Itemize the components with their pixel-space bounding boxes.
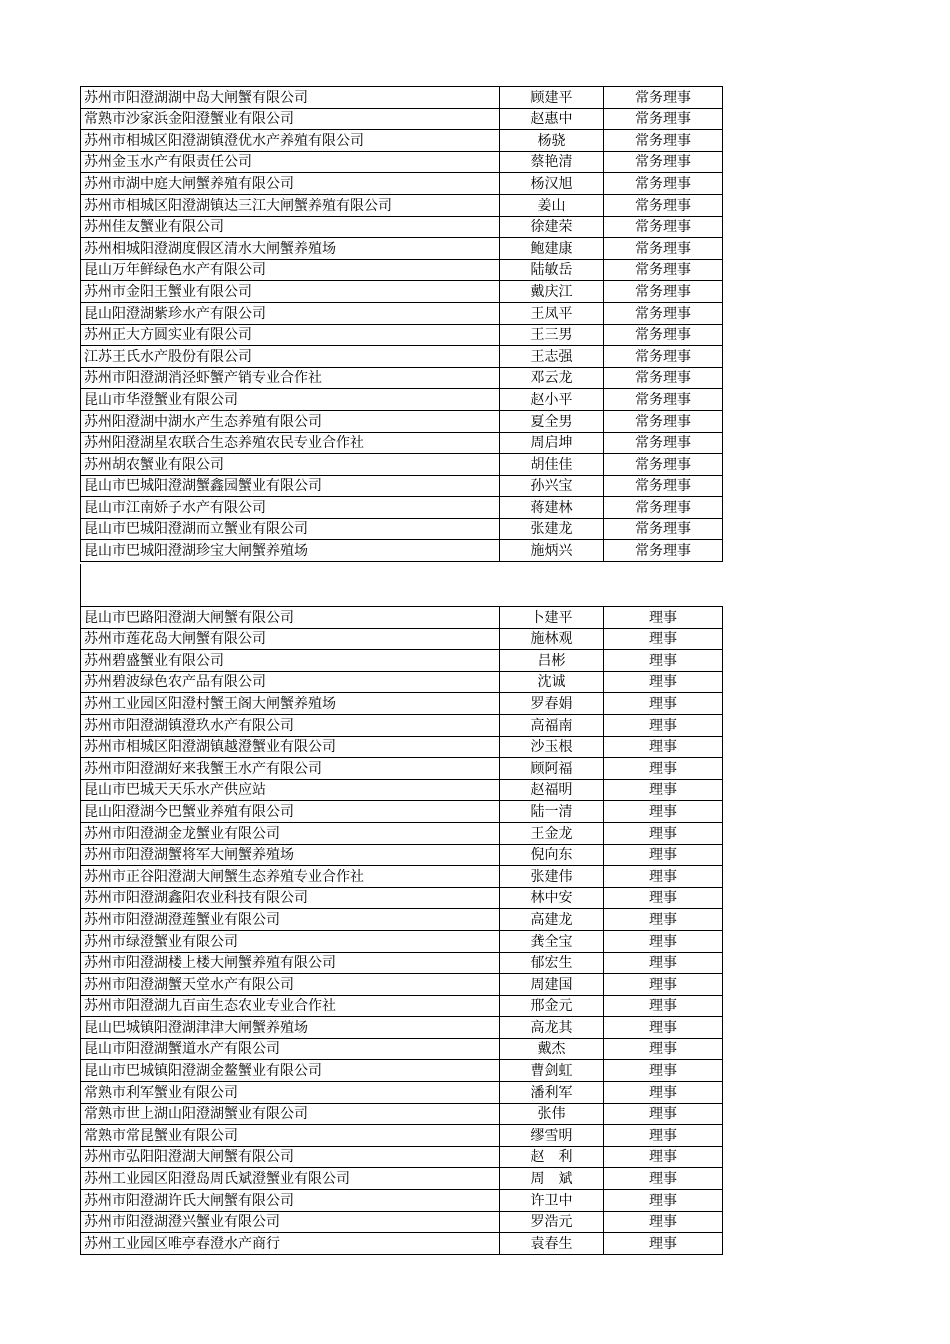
table-row — [81, 995, 723, 1017]
table-row — [81, 758, 723, 780]
company-cell: 昆山市阳澄湖蟹道水产有限公司 — [81, 1038, 500, 1060]
table-row — [81, 1060, 723, 1082]
person-cell: 赵福明 — [500, 779, 604, 801]
person-cell: 王三男 — [500, 324, 604, 346]
role-cell: 理事 — [604, 801, 723, 823]
role-cell: 理事 — [604, 1146, 723, 1168]
company-cell: 昆山市华澄蟹业有限公司 — [81, 389, 500, 411]
company-cell: 苏州正大方圆实业有限公司 — [81, 324, 500, 346]
table-row — [81, 87, 723, 109]
role-cell: 常务理事 — [604, 151, 723, 173]
table-row — [81, 454, 723, 476]
company-cell: 苏州金玉水产有限责任公司 — [81, 151, 500, 173]
company-cell: 昆山市巴城阳澄湖珍宝大闸蟹养殖场 — [81, 540, 500, 562]
role-cell: 理事 — [604, 1017, 723, 1039]
person-cell: 杨汉旭 — [500, 173, 604, 195]
person-cell: 邢金元 — [500, 995, 604, 1017]
role-cell: 理事 — [604, 974, 723, 996]
person-cell: 高建龙 — [500, 909, 604, 931]
company-cell: 苏州阳澄湖中湖水产生态养殖有限公司 — [81, 410, 500, 432]
role-cell: 理事 — [604, 822, 723, 844]
table-row — [81, 628, 723, 650]
role-cell: 理事 — [604, 671, 723, 693]
role-cell: 理事 — [604, 1168, 723, 1190]
company-cell: 苏州市阳澄湖鑫阳农业科技有限公司 — [81, 887, 500, 909]
role-cell: 理事 — [604, 844, 723, 866]
person-cell: 赵小平 — [500, 389, 604, 411]
role-cell: 常务理事 — [604, 475, 723, 497]
company-cell: 苏州市阳澄湖澄兴蟹业有限公司 — [81, 1211, 500, 1233]
person-cell: 周启坤 — [500, 432, 604, 454]
company-cell: 苏州相城阳澄湖度假区清水大闸蟹养殖场 — [81, 238, 500, 260]
company-cell: 常熟市世上湖山阳澄湖蟹业有限公司 — [81, 1103, 500, 1125]
role-cell: 常务理事 — [604, 238, 723, 260]
person-cell: 沈诚 — [500, 671, 604, 693]
person-cell: 张伟 — [500, 1103, 604, 1125]
company-cell: 苏州市阳澄湖湖中岛大闸蟹有限公司 — [81, 87, 500, 109]
company-cell: 苏州阳澄湖星农联合生态养殖农民专业合作社 — [81, 432, 500, 454]
table-row — [81, 930, 723, 952]
role-cell: 理事 — [604, 1233, 723, 1255]
company-cell: 苏州市阳澄湖九百亩生态农业专业合作社 — [81, 995, 500, 1017]
company-cell: 昆山市巴城阳澄湖蟹鑫园蟹业有限公司 — [81, 475, 500, 497]
person-cell: 施林观 — [500, 628, 604, 650]
role-cell: 常务理事 — [604, 194, 723, 216]
company-cell: 苏州市湖中庭大闸蟹养殖有限公司 — [81, 173, 500, 195]
company-cell: 苏州工业园区阳澄村蟹王阁大闸蟹养殖场 — [81, 693, 500, 715]
company-cell: 苏州市莲花岛大闸蟹有限公司 — [81, 628, 500, 650]
company-cell: 苏州市阳澄湖蟹将军大闸蟹养殖场 — [81, 844, 500, 866]
executive-directors-table — [80, 86, 722, 562]
table-row — [81, 607, 723, 629]
person-cell: 戴庆江 — [500, 281, 604, 303]
table-row — [81, 497, 723, 519]
role-cell: 理事 — [604, 866, 723, 888]
table-row — [81, 650, 723, 672]
role-cell: 常务理事 — [604, 367, 723, 389]
role-cell: 常务理事 — [604, 130, 723, 152]
person-cell: 王志强 — [500, 346, 604, 368]
person-cell: 施炳兴 — [500, 540, 604, 562]
role-cell: 理事 — [604, 779, 723, 801]
role-cell: 理事 — [604, 1190, 723, 1212]
table-row — [81, 346, 723, 368]
person-cell: 倪向东 — [500, 844, 604, 866]
person-cell: 周建国 — [500, 974, 604, 996]
directors-rows — [81, 607, 723, 1255]
person-cell: 许卫中 — [500, 1190, 604, 1212]
table-row — [81, 367, 723, 389]
table-row — [81, 302, 723, 324]
table-row — [81, 324, 723, 346]
role-cell: 理事 — [604, 930, 723, 952]
role-cell: 理事 — [604, 1060, 723, 1082]
table-row — [81, 952, 723, 974]
role-cell: 理事 — [604, 758, 723, 780]
table-row — [81, 1211, 723, 1233]
directors-table — [80, 606, 722, 1255]
role-cell: 理事 — [604, 995, 723, 1017]
role-cell: 理事 — [604, 1103, 723, 1125]
company-cell: 江苏王氏水产股份有限公司 — [81, 346, 500, 368]
company-cell: 苏州市弘阳阳澄湖大闸蟹有限公司 — [81, 1146, 500, 1168]
person-cell: 王金龙 — [500, 822, 604, 844]
company-cell: 昆山市巴路阳澄湖大闸蟹有限公司 — [81, 607, 500, 629]
table-row — [81, 238, 723, 260]
person-cell: 张建龙 — [500, 518, 604, 540]
company-cell: 苏州碧盛蟹业有限公司 — [81, 650, 500, 672]
person-cell: 周 斌 — [500, 1168, 604, 1190]
section-gap-border — [80, 564, 82, 606]
person-cell: 潘利军 — [500, 1082, 604, 1104]
person-cell: 胡佳佳 — [500, 454, 604, 476]
person-cell: 张建伟 — [500, 866, 604, 888]
table-row — [81, 1103, 723, 1125]
person-cell: 高龙其 — [500, 1017, 604, 1039]
role-cell: 理事 — [604, 1125, 723, 1147]
table-row — [81, 194, 723, 216]
person-cell: 顾阿福 — [500, 758, 604, 780]
company-cell: 昆山万年鲜绿色水产有限公司 — [81, 259, 500, 281]
table-row — [81, 693, 723, 715]
table-row — [81, 671, 723, 693]
company-cell: 苏州市阳澄湖澄莲蟹业有限公司 — [81, 909, 500, 931]
company-cell: 苏州市相城区阳澄湖镇达三江大闸蟹养殖有限公司 — [81, 194, 500, 216]
table-row — [81, 1125, 723, 1147]
company-cell: 苏州市正谷阳澄湖大闸蟹生态养殖专业合作社 — [81, 866, 500, 888]
table-row — [81, 736, 723, 758]
company-cell: 常熟市沙家浜金阳澄蟹业有限公司 — [81, 108, 500, 130]
company-cell: 昆山市巴城镇阳澄湖金鳌蟹业有限公司 — [81, 1060, 500, 1082]
role-cell: 常务理事 — [604, 259, 723, 281]
role-cell: 常务理事 — [604, 454, 723, 476]
role-cell: 常务理事 — [604, 410, 723, 432]
company-cell: 昆山阳澄湖今巴蟹业养殖有限公司 — [81, 801, 500, 823]
company-cell: 昆山市巴城阳澄湖而立蟹业有限公司 — [81, 518, 500, 540]
company-cell: 苏州工业园区唯亭春澄水产商行 — [81, 1233, 500, 1255]
role-cell: 常务理事 — [604, 108, 723, 130]
company-cell: 常熟市利军蟹业有限公司 — [81, 1082, 500, 1104]
person-cell: 夏全男 — [500, 410, 604, 432]
person-cell: 高福南 — [500, 714, 604, 736]
person-cell: 曹剑虹 — [500, 1060, 604, 1082]
table-row — [81, 1038, 723, 1060]
company-cell: 苏州工业园区阳澄岛周氏斌澄蟹业有限公司 — [81, 1168, 500, 1190]
table-row — [81, 108, 723, 130]
role-cell: 常务理事 — [604, 346, 723, 368]
role-cell: 常务理事 — [604, 389, 723, 411]
table-row — [81, 281, 723, 303]
person-cell: 顾建平 — [500, 87, 604, 109]
person-cell: 赵惠中 — [500, 108, 604, 130]
table-row — [81, 540, 723, 562]
role-cell: 常务理事 — [604, 173, 723, 195]
person-cell: 袁春生 — [500, 1233, 604, 1255]
role-cell: 理事 — [604, 628, 723, 650]
person-cell: 林中安 — [500, 887, 604, 909]
role-cell: 理事 — [604, 650, 723, 672]
person-cell: 徐建荣 — [500, 216, 604, 238]
person-cell: 蔡艳清 — [500, 151, 604, 173]
table-row — [81, 475, 723, 497]
table-row — [81, 974, 723, 996]
table-row — [81, 909, 723, 931]
role-cell: 理事 — [604, 909, 723, 931]
role-cell: 常务理事 — [604, 497, 723, 519]
role-cell: 理事 — [604, 1211, 723, 1233]
table-row — [81, 130, 723, 152]
company-cell: 苏州市阳澄湖楼上楼大闸蟹养殖有限公司 — [81, 952, 500, 974]
company-cell: 苏州市相城区阳澄湖镇越澄蟹业有限公司 — [81, 736, 500, 758]
person-cell: 卜建平 — [500, 607, 604, 629]
role-cell: 常务理事 — [604, 432, 723, 454]
person-cell: 沙玉根 — [500, 736, 604, 758]
company-cell: 苏州市阳澄湖许氏大闸蟹有限公司 — [81, 1190, 500, 1212]
company-cell: 苏州市金阳王蟹业有限公司 — [81, 281, 500, 303]
role-cell: 理事 — [604, 1038, 723, 1060]
table-row — [81, 1233, 723, 1255]
person-cell: 鲍建康 — [500, 238, 604, 260]
table-row — [81, 801, 723, 823]
table-row — [81, 216, 723, 238]
person-cell: 姜山 — [500, 194, 604, 216]
company-cell: 昆山阳澄湖紫珍水产有限公司 — [81, 302, 500, 324]
role-cell: 常务理事 — [604, 216, 723, 238]
role-cell: 理事 — [604, 714, 723, 736]
table-row — [81, 173, 723, 195]
table-row — [81, 151, 723, 173]
table-row — [81, 866, 723, 888]
person-cell: 蒋建林 — [500, 497, 604, 519]
role-cell: 常务理事 — [604, 540, 723, 562]
company-cell: 苏州胡农蟹业有限公司 — [81, 454, 500, 476]
company-cell: 苏州市绿澄蟹业有限公司 — [81, 930, 500, 952]
role-cell: 常务理事 — [604, 281, 723, 303]
role-cell: 理事 — [604, 607, 723, 629]
company-cell: 苏州市阳澄湖蟹天堂水产有限公司 — [81, 974, 500, 996]
person-cell: 戴杰 — [500, 1038, 604, 1060]
company-cell: 苏州市阳澄湖消泾虾蟹产销专业合作社 — [81, 367, 500, 389]
table-row — [81, 1146, 723, 1168]
person-cell: 龚全宝 — [500, 930, 604, 952]
table-row — [81, 259, 723, 281]
person-cell: 缪雪明 — [500, 1125, 604, 1147]
person-cell: 王凤平 — [500, 302, 604, 324]
table-row — [81, 389, 723, 411]
table-row — [81, 410, 723, 432]
role-cell: 理事 — [604, 736, 723, 758]
company-cell: 苏州佳友蟹业有限公司 — [81, 216, 500, 238]
table-row — [81, 1082, 723, 1104]
role-cell: 常务理事 — [604, 324, 723, 346]
table-row — [81, 432, 723, 454]
person-cell: 杨骁 — [500, 130, 604, 152]
table-row — [81, 779, 723, 801]
person-cell: 陆敏岳 — [500, 259, 604, 281]
company-cell: 苏州市阳澄湖金龙蟹业有限公司 — [81, 822, 500, 844]
person-cell: 罗浩元 — [500, 1211, 604, 1233]
table-row — [81, 822, 723, 844]
person-cell: 吕彬 — [500, 650, 604, 672]
table-row — [81, 1190, 723, 1212]
table-row — [81, 714, 723, 736]
table-row — [81, 1168, 723, 1190]
company-cell: 常熟市常昆蟹业有限公司 — [81, 1125, 500, 1147]
role-cell: 理事 — [604, 1082, 723, 1104]
company-cell: 苏州碧波绿色农产品有限公司 — [81, 671, 500, 693]
company-cell: 昆山市江南娇子水产有限公司 — [81, 497, 500, 519]
table-row — [81, 887, 723, 909]
person-cell: 孙兴宝 — [500, 475, 604, 497]
person-cell: 陆一清 — [500, 801, 604, 823]
company-cell: 苏州市相城区阳澄湖镇澄优水产养殖有限公司 — [81, 130, 500, 152]
role-cell: 理事 — [604, 952, 723, 974]
role-cell: 常务理事 — [604, 302, 723, 324]
company-cell: 苏州市阳澄湖好来我蟹王水产有限公司 — [81, 758, 500, 780]
company-cell: 昆山市巴城天天乐水产供应站 — [81, 779, 500, 801]
person-cell: 郁宏生 — [500, 952, 604, 974]
person-cell: 邓云龙 — [500, 367, 604, 389]
role-cell: 常务理事 — [604, 87, 723, 109]
role-cell: 理事 — [604, 693, 723, 715]
executive-directors-rows — [81, 87, 723, 562]
role-cell: 理事 — [604, 887, 723, 909]
role-cell: 常务理事 — [604, 518, 723, 540]
table-row — [81, 844, 723, 866]
person-cell: 赵 利 — [500, 1146, 604, 1168]
company-cell: 昆山巴城镇阳澄湖津津大闸蟹养殖场 — [81, 1017, 500, 1039]
person-cell: 罗春娟 — [500, 693, 604, 715]
table-row — [81, 1017, 723, 1039]
table-row — [81, 518, 723, 540]
company-cell: 苏州市阳澄湖镇澄玖水产有限公司 — [81, 714, 500, 736]
